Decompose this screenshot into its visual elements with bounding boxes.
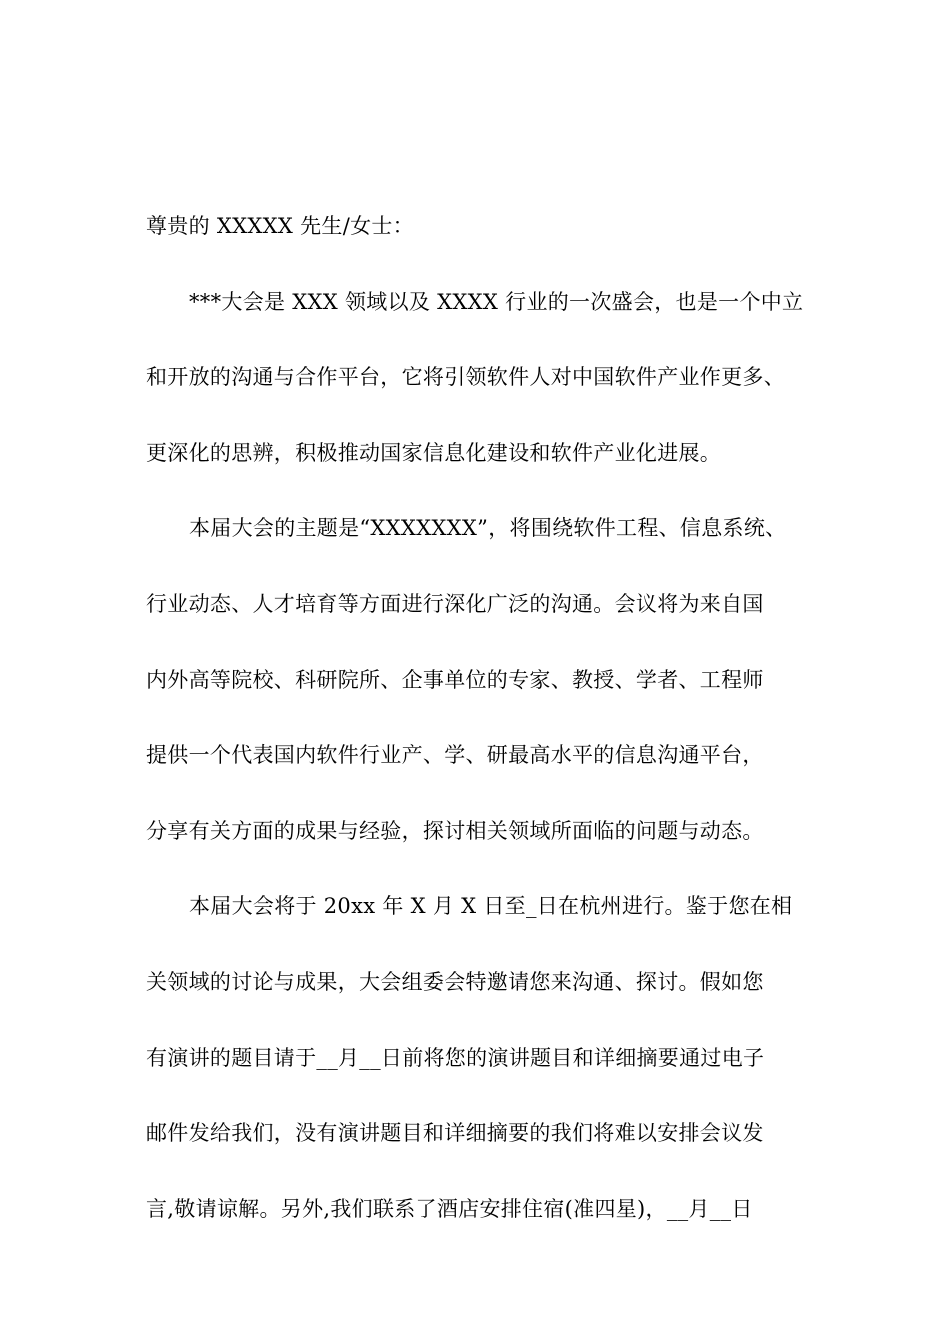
paragraph-2-line-3: 内外高等院校、科研院所、企事单位的专家、教授、学者、工程师 [146,667,764,692]
salutation: 尊贵的 XXXXX 先生/女士： [146,214,414,238]
letter-body [146,204,816,1262]
paragraph-3-line-3: 有演讲的题目请于__月__日前将您的演讲题目和详细摘要通过电子 [146,1045,765,1070]
paragraph-2-line-5: 分享有关方面的成果与经验，探讨相关领域所面临的问题与动态。 [146,818,764,843]
paragraph-3-line-5: 言,敬请谅解。另外,我们联系了酒店安排住宿(准四星)，__月__日 [146,1196,753,1221]
paragraph-1-line-2: 和开放的沟通与合作平台，它将引领软件人对中国软件产业作更多、 [146,365,785,390]
paragraph-1-line-1: ***大会是 XXX 领域以及 XXXX 行业的一次盛会，也是一个中立 [189,289,804,314]
paragraph-3-line-4: 邮件发给我们，没有演讲题目和详细摘要的我们将难以安排会议发 [146,1121,764,1146]
paragraph-2-line-1: 本届大会的主题是“XXXXXXX”，将围绕软件工程、信息系统、 [189,516,787,541]
paragraph-1-line-3: 更深化的思辨，积极推动国家信息化建设和软件产业化进展。 [146,440,722,465]
paragraph-3-line-2: 关领域的讨论与成果，大会组委会特邀请您来沟通、探讨。假如您 [146,969,764,994]
paragraph-3-line-1: 本届大会将于 20xx 年 X 月 X 日至_日在杭州进行。鉴于您在相 [189,894,793,919]
paragraph-2-line-2: 行业动态、人才培育等方面进行深化广泛的沟通。会议将为来自国 [146,591,764,616]
paragraph-2-line-4: 提供一个代表国内软件行业产、学、研最高水平的信息沟通平台， [146,743,764,768]
